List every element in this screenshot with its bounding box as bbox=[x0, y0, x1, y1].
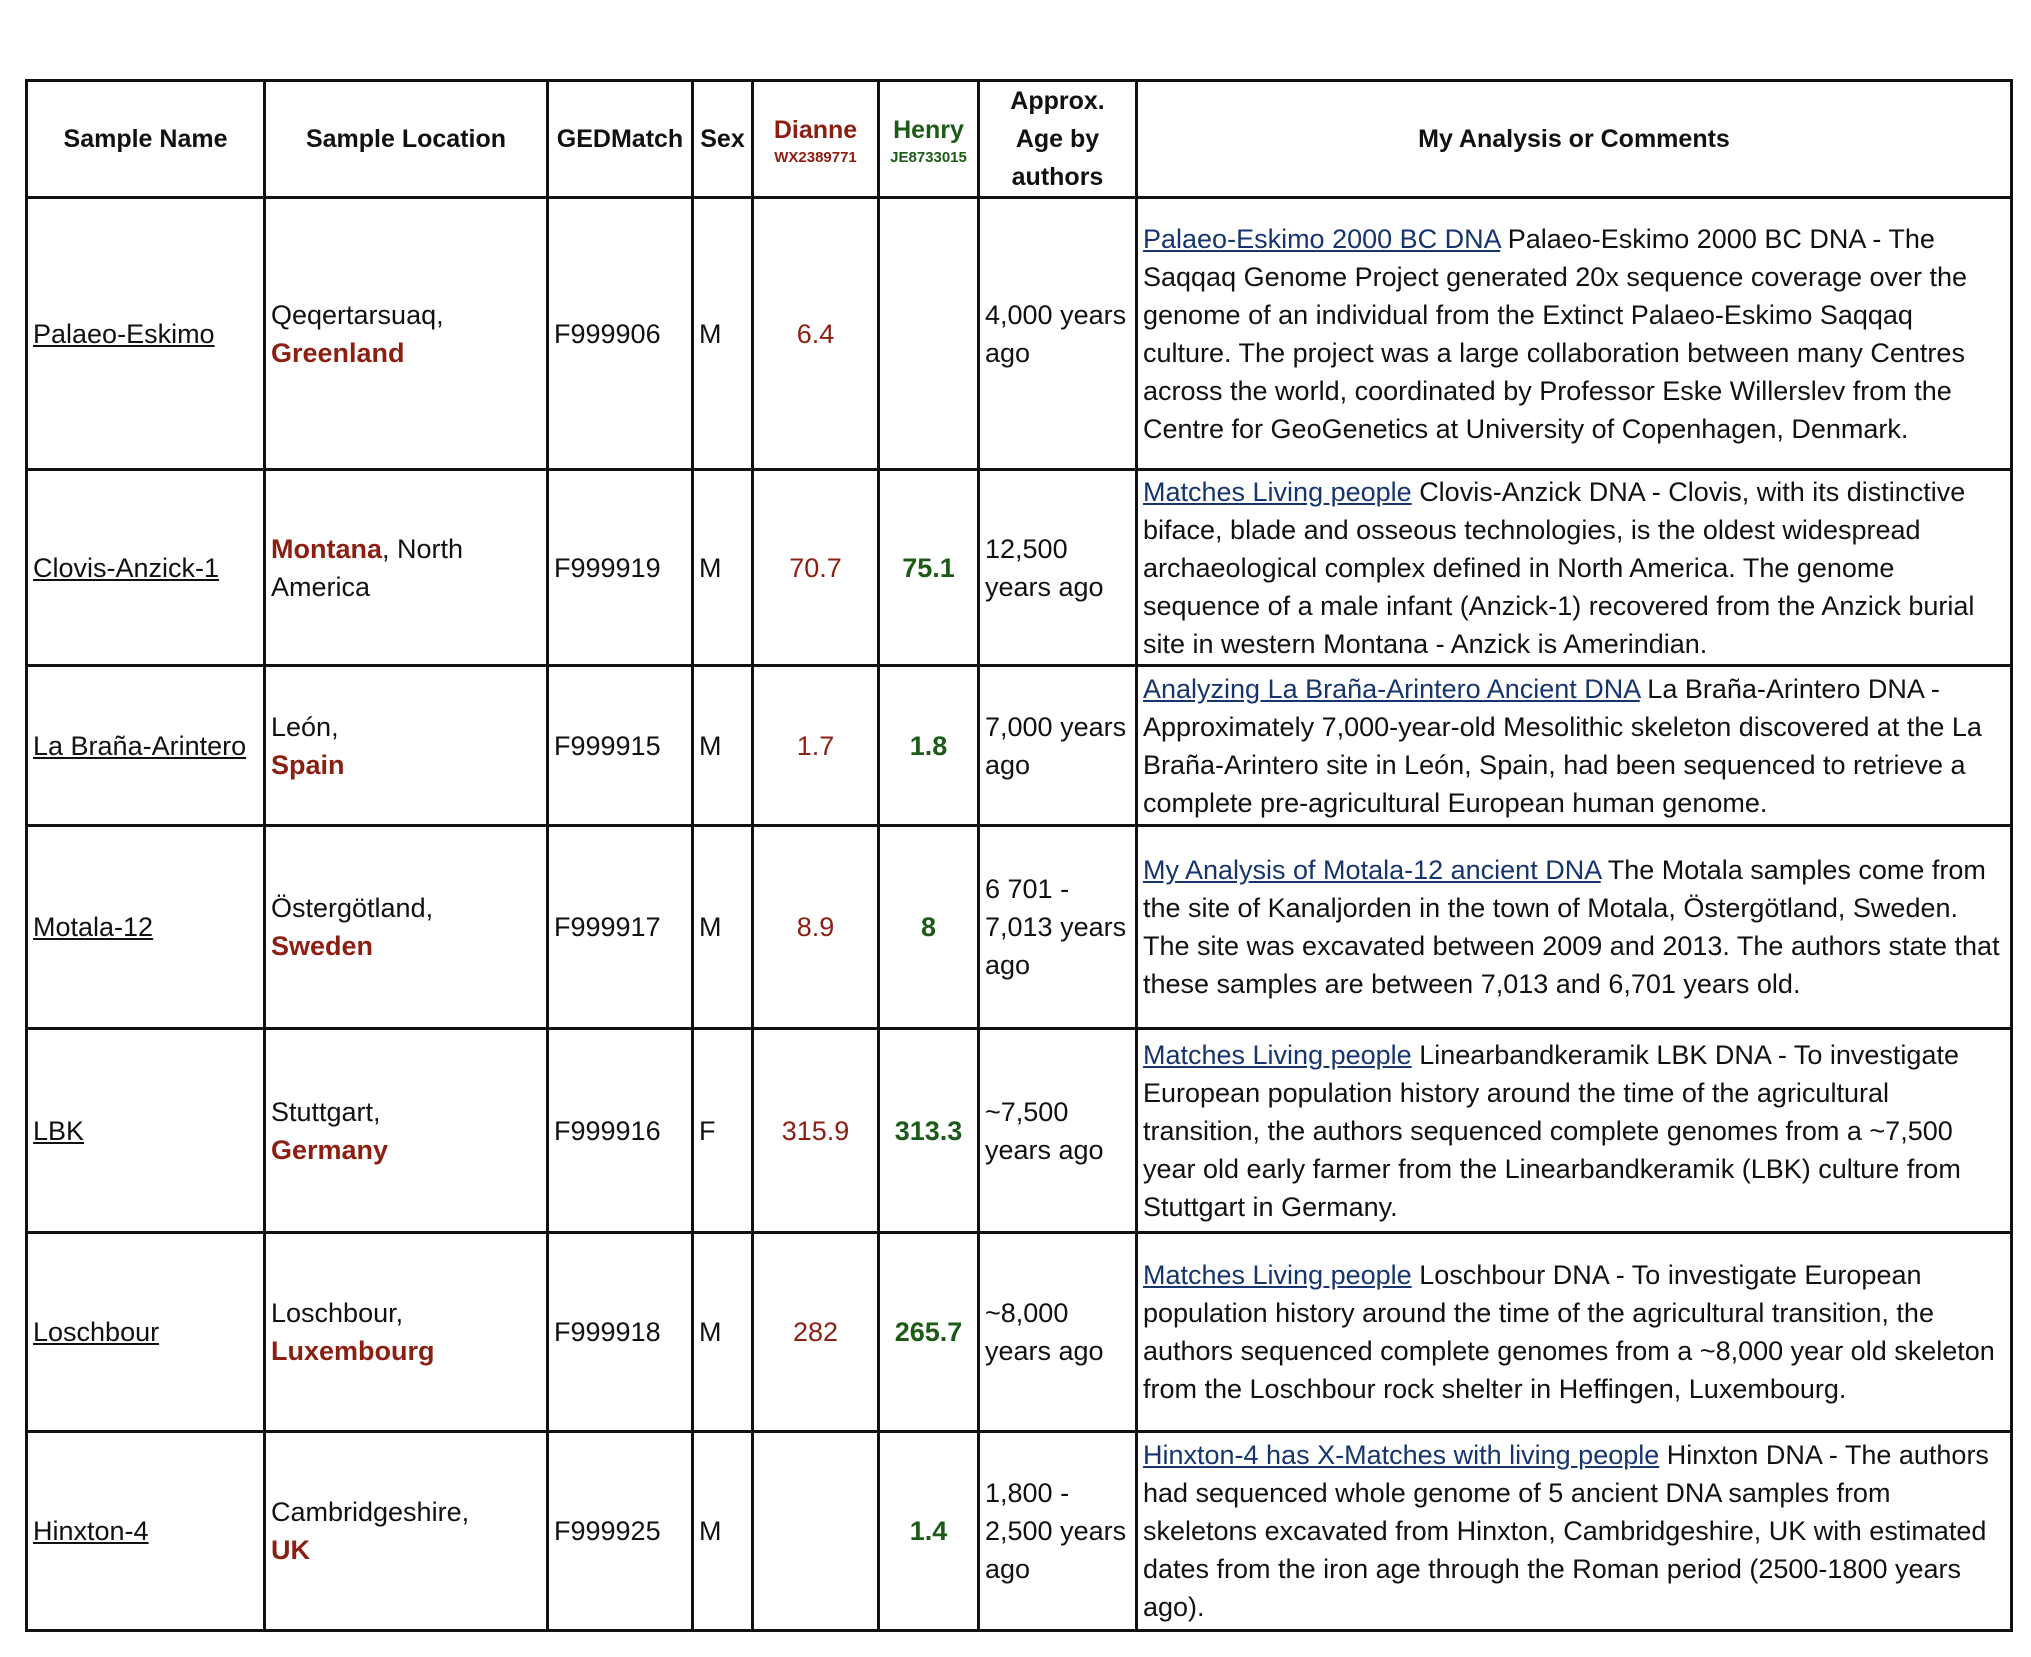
location-country: Montana bbox=[271, 533, 382, 564]
gedmatch-kit-cell: F999915 bbox=[548, 666, 693, 826]
header-sample-name: Sample Name bbox=[27, 81, 265, 198]
header-row bbox=[27, 81, 2012, 198]
sex-cell: M bbox=[693, 198, 753, 470]
sample-name-link[interactable]: Motala-12 bbox=[33, 912, 154, 942]
comment-cell bbox=[1137, 666, 2012, 826]
dianne-value-cell: 315.9 bbox=[753, 1029, 879, 1233]
analysis-link[interactable]: Matches Living people bbox=[1143, 476, 1412, 507]
header-age bbox=[979, 81, 1137, 198]
gedmatch-kit-cell: F999917 bbox=[548, 826, 693, 1029]
henry-value-cell: 75.1 bbox=[879, 470, 979, 666]
table-row bbox=[27, 666, 2012, 826]
location-country: UK bbox=[271, 1535, 310, 1565]
comment-cell bbox=[1137, 1029, 2012, 1233]
sample-name-cell bbox=[27, 826, 265, 1029]
location-country: Greenland bbox=[271, 337, 405, 368]
header-gedmatch: GEDMatch bbox=[548, 81, 693, 198]
age-cell: ~7,500 years ago bbox=[979, 1029, 1137, 1233]
henry-label: Henry bbox=[893, 116, 964, 144]
age-cell: 6 701 - 7,013 years ago bbox=[979, 826, 1137, 1029]
sample-location-cell bbox=[265, 1233, 548, 1432]
header-sample-location: Sample Location bbox=[265, 81, 548, 198]
sample-name-cell bbox=[27, 1029, 265, 1233]
location-place: Östergötland, bbox=[271, 893, 434, 923]
sample-name-cell bbox=[27, 1432, 265, 1631]
header-sex: Sex bbox=[693, 81, 753, 198]
age-cell: 1,800 - 2,500 years ago bbox=[979, 1432, 1137, 1631]
dianne-value-cell: 70.7 bbox=[753, 470, 879, 666]
location-place: Qeqertarsuaq, bbox=[271, 299, 444, 330]
comment-text: Linearbandkeramik LBK DNA - To investigate European population history around the time of the agricultural transition, the authors sequenced complete genomes from a ~7,500 year old early farmer from the Linearbandkeramik (LBK) culture from Stuttgart in Germany. bbox=[1143, 1039, 1961, 1222]
dianne-label: Dianne bbox=[773, 116, 858, 144]
henry-value-cell: 313.3 bbox=[879, 1029, 979, 1233]
location-place: Loschbour, bbox=[271, 1298, 404, 1328]
age-cell: 7,000 years ago bbox=[979, 666, 1137, 826]
age-line-3: authors bbox=[1011, 163, 1104, 191]
henry-value-cell: 1.4 bbox=[879, 1432, 979, 1631]
age-cell: 4,000 years ago bbox=[979, 198, 1137, 470]
sample-name-link[interactable]: Clovis-Anzick-1 bbox=[33, 552, 220, 583]
sex-cell: M bbox=[693, 666, 753, 826]
comment-text: The Motala samples come from the site of Kanaljorden in the town of Motala, Östergötland, Sweden. The site was excavated between 2009 and 2013. The authors state that these samples are between 7,013 and 6,701 years old. bbox=[1143, 855, 2000, 999]
henry-kit: JE8733015 bbox=[890, 149, 967, 166]
comment-cell bbox=[1137, 1432, 2012, 1631]
analysis-link[interactable]: My Analysis of Motala-12 ancient DNA bbox=[1143, 855, 1601, 885]
table-row bbox=[27, 826, 2012, 1029]
sex-cell: M bbox=[693, 1233, 753, 1432]
dianne-value-cell: 8.9 bbox=[753, 826, 879, 1029]
location-country: Germany bbox=[271, 1134, 389, 1165]
analysis-link[interactable]: Analyzing La Braña-Arintero Ancient DNA bbox=[1143, 673, 1640, 704]
dianne-kit: WX2389771 bbox=[774, 149, 857, 166]
table-row bbox=[27, 1432, 2012, 1631]
analysis-link[interactable]: Palaeo-Eskimo 2000 BC DNA bbox=[1143, 223, 1501, 254]
henry-value-cell: 265.7 bbox=[879, 1233, 979, 1432]
gedmatch-kit-cell: F999906 bbox=[548, 198, 693, 470]
header-comments: My Analysis or Comments bbox=[1137, 81, 2012, 198]
header-dianne bbox=[753, 81, 879, 198]
sex-cell: M bbox=[693, 1432, 753, 1631]
sample-name-link[interactable]: Loschbour bbox=[33, 1317, 160, 1347]
gedmatch-kit-cell: F999918 bbox=[548, 1233, 693, 1432]
comment-text: Clovis-Anzick DNA - Clovis, with its distinctive biface, blade and osseous technologies, is the oldest widespread archaeological complex defined in North America. The genome sequence of a male infant (Anzick-1) recovered from the Anzick burial site in western Montana - Anzick is Amerindian. bbox=[1143, 476, 1975, 659]
location-place: Cambridgeshire, bbox=[271, 1497, 470, 1527]
henry-value-cell: 1.8 bbox=[879, 666, 979, 826]
location-place: Stuttgart, bbox=[271, 1096, 381, 1127]
table-row bbox=[27, 1029, 2012, 1233]
table-row bbox=[27, 1233, 2012, 1432]
sample-name-link[interactable]: LBK bbox=[33, 1115, 85, 1146]
henry-value-cell bbox=[879, 198, 979, 470]
sex-cell: M bbox=[693, 470, 753, 666]
sample-location-cell bbox=[265, 1432, 548, 1631]
header-henry bbox=[879, 81, 979, 198]
comment-text: Hinxton DNA - The authors had sequenced whole genome of 5 ancient DNA samples from skeletons excavated from Hinxton, Cambridgeshire, UK with estimated dates from the iron age through the Roman period (2500-1800 years ago). bbox=[1143, 1440, 1989, 1622]
sample-name-link[interactable]: Palaeo-Eskimo bbox=[33, 318, 215, 349]
sample-name-link[interactable]: La Braña-Arintero bbox=[33, 730, 247, 761]
location-place: León, bbox=[271, 711, 339, 742]
sample-name-cell bbox=[27, 666, 265, 826]
analysis-link[interactable]: Matches Living people bbox=[1143, 1039, 1412, 1070]
analysis-link[interactable]: Matches Living people bbox=[1143, 1260, 1412, 1290]
table-row bbox=[27, 198, 2012, 470]
dianne-value-cell: 1.7 bbox=[753, 666, 879, 826]
analysis-link[interactable]: Hinxton-4 has X-Matches with living people bbox=[1143, 1440, 1660, 1470]
age-cell: 12,500 years ago bbox=[979, 470, 1137, 666]
dianne-value-cell: 6.4 bbox=[753, 198, 879, 470]
location-country: Luxembourg bbox=[271, 1336, 435, 1366]
comment-text: Palaeo-Eskimo 2000 BC DNA - The Saqqaq Genome Project generated 20x sequence coverage over the genome of an individual from the Extinct Palaeo-Eskimo Saqqaq culture. The project was a large collaboration between many Centres across the world, coordinated by Professor Eske Willerslev from the Centre for GeoGenetics at University of Copenhagen, Denmark. bbox=[1143, 223, 1968, 444]
sample-name-cell bbox=[27, 1233, 265, 1432]
comment-cell bbox=[1137, 470, 2012, 666]
sample-location-cell bbox=[265, 826, 548, 1029]
location-country: Spain bbox=[271, 749, 345, 780]
comment-cell bbox=[1137, 198, 2012, 470]
sample-name-link[interactable]: Hinxton-4 bbox=[33, 1516, 149, 1546]
age-line-2: Age by bbox=[1015, 125, 1100, 153]
sample-name-cell bbox=[27, 198, 265, 470]
comment-cell bbox=[1137, 1233, 2012, 1432]
comment-text: Loschbour DNA - To investigate European population history around the time of the agricultural transition, the authors sequenced complete genomes from a ~8,000 year old skeleton from the Loschbour rock shelter in Heffingen, Luxembourg. bbox=[1143, 1260, 1995, 1404]
location-country: Sweden bbox=[271, 931, 374, 961]
gedmatch-kit-cell: F999919 bbox=[548, 470, 693, 666]
dianne-value-cell bbox=[753, 1432, 879, 1631]
location-region: , North America bbox=[271, 533, 464, 602]
gedmatch-kit-cell: F999925 bbox=[548, 1432, 693, 1631]
sample-location-cell bbox=[265, 198, 548, 470]
sample-table bbox=[25, 79, 2013, 1632]
age-line-1: Approx. bbox=[1010, 87, 1105, 115]
sample-location-cell bbox=[265, 666, 548, 826]
sample-name-cell bbox=[27, 470, 265, 666]
sample-location-cell bbox=[265, 1029, 548, 1233]
dianne-value-cell: 282 bbox=[753, 1233, 879, 1432]
henry-value-cell: 8 bbox=[879, 826, 979, 1029]
comment-cell bbox=[1137, 826, 2012, 1029]
sex-cell: M bbox=[693, 826, 753, 1029]
comment-text: La Braña-Arintero DNA - Approximately 7,000-year-old Mesolithic skeleton discovered at the La Braña-Arintero site in León, Spain, had been sequenced to retrieve a complete pre-agricultural European human genome. bbox=[1143, 673, 1982, 818]
table-row bbox=[27, 470, 2012, 666]
gedmatch-kit-cell: F999916 bbox=[548, 1029, 693, 1233]
sex-cell: F bbox=[693, 1029, 753, 1233]
age-cell: ~8,000 years ago bbox=[979, 1233, 1137, 1432]
sample-location-cell bbox=[265, 470, 548, 666]
